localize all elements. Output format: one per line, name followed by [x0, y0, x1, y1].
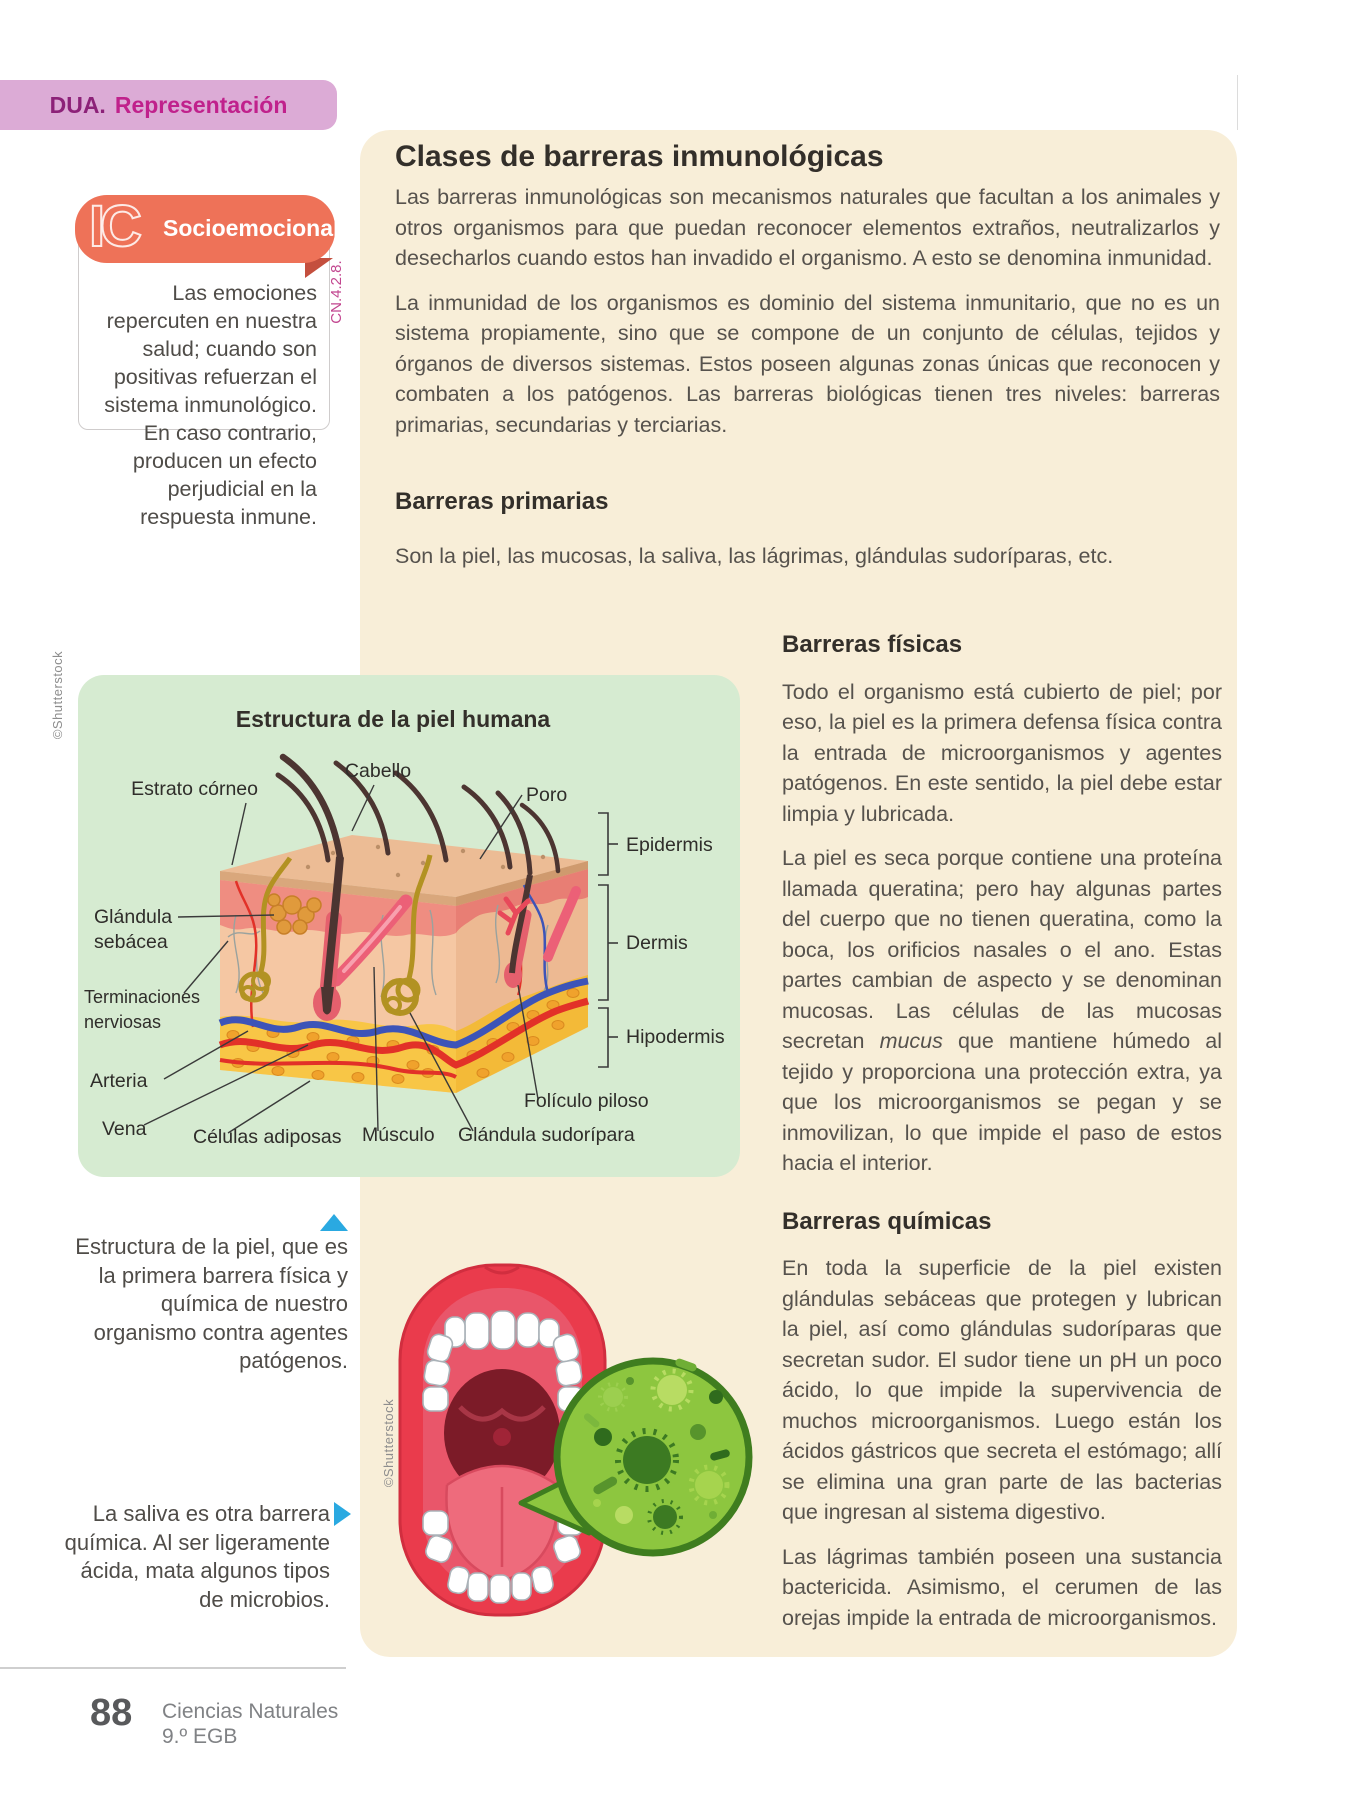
layer-brackets — [598, 813, 618, 1067]
intro-block — [395, 182, 1220, 454]
physical-p2-after: que mantiene húmedo al tejido y proporciona una protección extra, ya que los microorganismos se pegan y se inmovilizan, lo que impide el paso de estos hacia el interior. — [782, 1029, 1222, 1175]
caption-marker-up-icon — [320, 1214, 348, 1231]
physical-paragraph-1: Todo el organismo está cubierto de piel; por eso, la piel es la primera defensa física contra la entrada de microorganismos y agentes patógenos. En este sentido, la piel debe estar limpia y lubricada. — [782, 679, 1222, 826]
dua-prefix: DUA. — [49, 91, 106, 118]
physical-barriers-heading: Barreras físicas — [782, 631, 963, 658]
skin-caption: Estructura de la piel, que es la primera barrera física y química de nuestro organismo contra agentes patógenos. — [75, 1234, 348, 1373]
physical-p2-before: La piel es seca porque contiene una proteína llamada queratina; pero hay algunas partes del cuerpo que no tienen queratina, como la boca, los orificios nasales o el ano. Estas partes cambian de aspecto y se denominan mucosas. Las células de las mucosas secretan — [782, 846, 1222, 1053]
shutterstock-credit-skin: ©Shutterstock — [50, 650, 65, 740]
label-glandula-sebacea-2: sebácea — [94, 931, 168, 953]
label-cabello: Cabello — [344, 760, 412, 782]
chemical-paragraph-2: Las lágrimas también poseen una sustancia bactericida. Asimismo, el cerumen de las orejas impide la entrada de microorganismos. — [782, 1544, 1222, 1630]
chemical-barriers-heading: Barreras químicas — [782, 1207, 992, 1235]
label-terminaciones-2: nerviosas — [84, 1012, 162, 1032]
label-terminaciones-1: Terminaciones — [84, 987, 201, 1007]
label-epidermis: Epidermis — [626, 834, 713, 856]
label-estrato-corneo: Estrato córneo — [131, 778, 258, 800]
label-vena: Vena — [102, 1118, 147, 1140]
right-column — [782, 630, 1222, 1647]
label-poro: Poro — [526, 784, 568, 806]
curriculum-code: CN.4.2.8. — [328, 260, 345, 324]
label-dermis: Dermis — [626, 932, 688, 954]
dua-badge — [0, 80, 337, 130]
page-title: Clases de barreras inmunológicas — [395, 140, 884, 173]
label-glandula-sudoripara: Glándula sudorípara — [458, 1124, 635, 1146]
mouth-illustration — [365, 1185, 755, 1655]
label-foliculo-piloso: Folículo piloso — [524, 1090, 649, 1112]
intro-paragraph-1: Las barreras inmunológicas son mecanismos naturales que facultan a los animales y otros organismos para que puedan reconocer elementos extraños, neutralizarlos y desecharlos cuando estos han invadido el organismo. A esto se denomina inmunidad. — [395, 185, 1220, 270]
footer-course — [162, 1699, 338, 1749]
footer-divider — [0, 1667, 346, 1669]
primary-barriers-text: Son la piel, las mucosas, la saliva, las lágrimas, glándulas sudoríparas, etc. — [395, 544, 1114, 568]
dua-label: Representación — [114, 91, 288, 118]
page-number: 88 — [90, 1692, 133, 1734]
footer-grade: 9.º EGB — [162, 1725, 238, 1748]
skin-diagram — [78, 675, 740, 1177]
skin-figure-title: Estructura de la piel humana — [235, 706, 551, 732]
footer-course-name: Ciencias Naturales — [162, 1700, 339, 1723]
label-hipodermis: Hipodermis — [626, 1026, 725, 1048]
uvula — [493, 1428, 511, 1446]
label-musculo: Músculo — [362, 1124, 435, 1146]
socioemocional-badge — [75, 194, 340, 263]
socioemocional-text: Las emociones repercuten en nuestra salud; cuando son positivas refuerzan el sistema inmunológico. En caso contrario, producen un efecto perjudicial en la respuesta inmune. — [104, 281, 317, 529]
physical-p2-italic: mucus — [879, 1029, 943, 1053]
label-glandula-sebacea-1: Glándula — [94, 906, 173, 928]
socioemocional-title: Socioemocional — [163, 215, 340, 241]
page-trim-mark — [1237, 75, 1238, 130]
physical-paragraph-2 — [782, 843, 1222, 1179]
ic-logo: IC — [89, 194, 137, 259]
primary-barriers-heading: Barreras primarias — [395, 488, 609, 515]
label-arteria: Arteria — [90, 1070, 148, 1092]
shutterstock-credit-mouth: ©Shutterstock — [381, 1398, 396, 1488]
intro-paragraph-2: La inmunidad de los organismos es dominio del sistema inmunitario, que no es un sistema propiamente, sino que se compone de un conjunto de células, tejidos y órganos de diversos sistemas. Estos poseen algunas zonas únicas que reconocen y combaten a los patógenos. Las barreras biológicas tienen tres niveles: barreras primarias, secundarias y terciarias. — [395, 290, 1220, 437]
label-celulas-adiposas: Células adiposas — [193, 1126, 342, 1148]
saliva-caption: La saliva es otra barrera química. Al ser ligeramente ácida, mata algunos tipos de microbios. — [64, 1501, 330, 1612]
caption-marker-right-icon — [334, 1502, 351, 1526]
skin-block-illustration — [220, 757, 588, 1093]
chemical-paragraph-1: En toda la superficie de la piel existen glándulas sebáceas que protegen y lubrican la piel, así como glándulas sudoríparas que secretan sudor. El sudor tiene un pH un poco ácido, lo que impide la supervivencia de muchos microorganismos. Luego están los ácidos gástricos que secreta el estómago; allí se elimina una gran parte de las bacterias que ingresan al sistema digestivo. — [782, 1256, 1222, 1524]
